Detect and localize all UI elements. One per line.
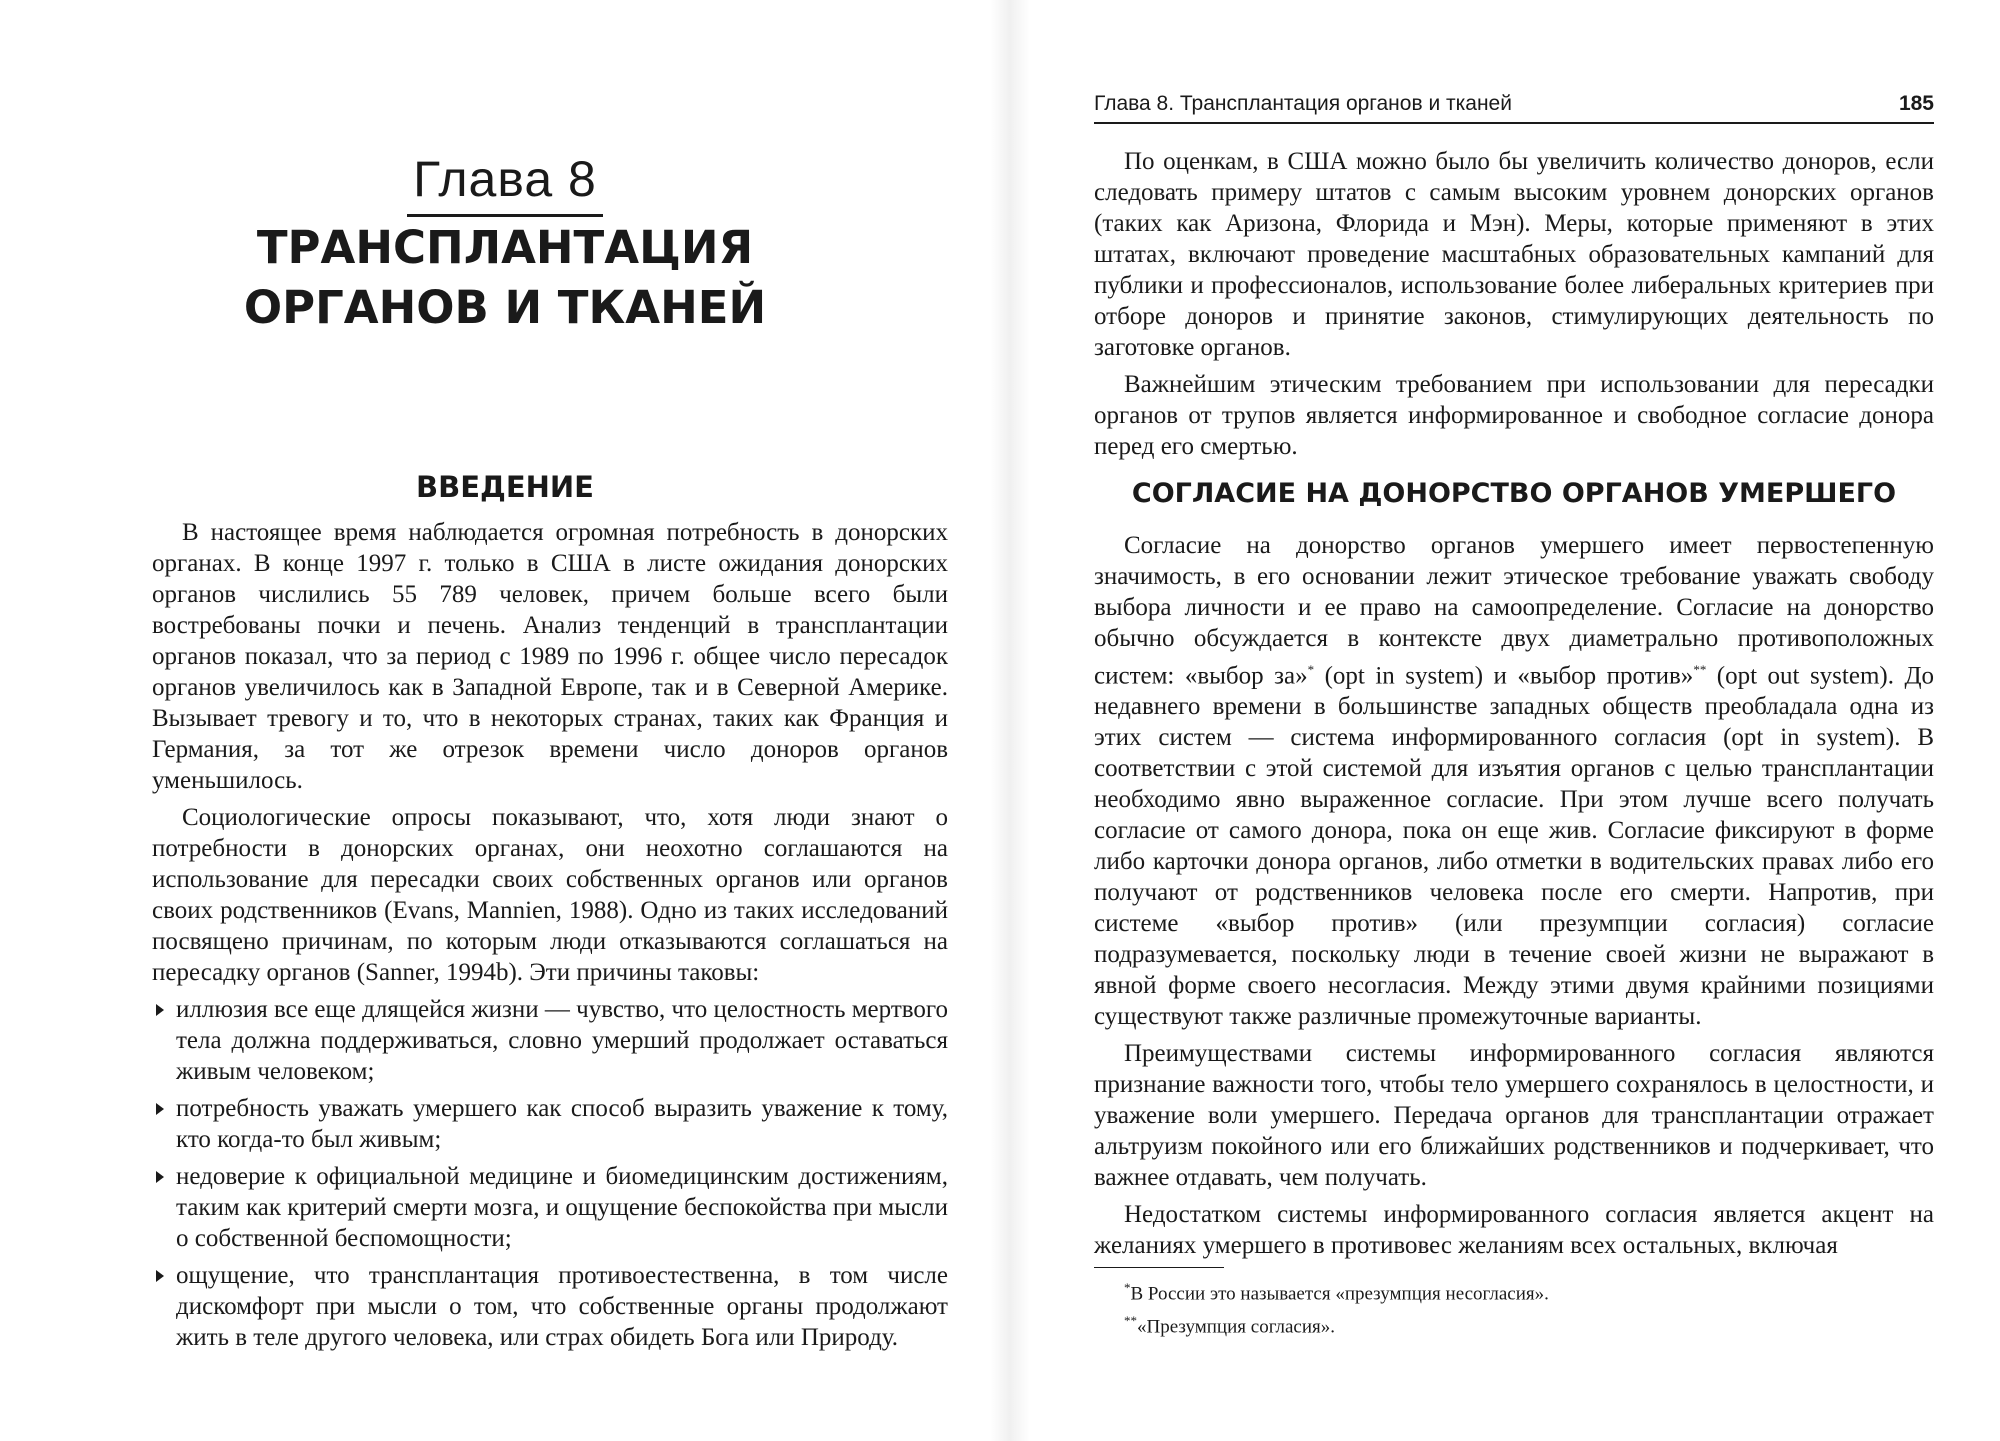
list-item: ощущение, что трансплантация противоестественна, в том числе дискомфорт при мысли о том, что собственные органы продолжают жить в теле другого человека, или страх обидеть Бога или Природу. — [152, 1260, 948, 1353]
footnotes — [1094, 1274, 1934, 1341]
left-body-text — [152, 517, 948, 1359]
chapter-title-line: ОРГАНОВ И ТКАНЕЙ — [243, 281, 767, 334]
triangle-bullet-icon — [156, 1270, 164, 1282]
paragraph: Преимуществами системы информированного согласия являются признание важности того, чтобы тело умершего сохранялось в целостности, и уважение воли умершего. Передача органов для трансплантации отражает альтруизм покойного или его ближайших родственников и подчеркивает, что важнее отдавать, чем получать. — [1094, 1040, 1934, 1192]
paragraph: Согласие на донорство органов умершего имеет первостепенную значимость, в его основании лежит этическое требование уважать свободу выбора личности и ее право на самоопределение. Согласие на донорство обычно обсуждается в контексте двух диаметрально противоположных систем: «выбор за»* (opt in system) и «выбор против»** (opt out system). До недавнего времени в большинстве западных обществ преобладала одна из этих систем — система информированного согласия (opt in system). В соответствии с этой системой для изъятия органов с целью трансплантации необходимо явно выраженное согласие. При этом лучше всего получать согласие от самого донора, пока он еще жив. Согласие фиксируют в форме либо карточки донора органов, либо отметки в водительских правах либо его получают от родственников человека после его смерти. Напротив, при системе «выбор против» (или презумпции согласия) согласие подразумевается, поскольку люди в течение своей жизни не выражают в явной форме своего несогласия. Между этими двумя крайними позициями существуют также различные промежуточные варианты. — [1094, 532, 1934, 1031]
chapter-title-line: ТРАНСПЛАНТАЦИЯ — [256, 221, 754, 274]
chapter-title — [0, 218, 1010, 338]
running-head — [1094, 92, 1934, 124]
paragraph: В настоящее время наблюдается огромная потребность в донорских органах. В конце 1997 г. только в США в листе ожидания донорских органов числились 55 789 человек, причем больше всего были востребованы почки и печень. Анализ тенденций в трансплантации органов показал, что за период с 1989 по 1996 г. общее число пересадок органов увеличилось как в Западной Европе, так и в Северной Америке. Вызывает тревогу и то, что в некоторых странах, таких как Франция и Германия, за тот же отрезок времени число доноров органов уменьшилось. — [152, 519, 948, 794]
footnote: **«Презумпция согласия». — [1124, 1313, 1336, 1338]
list-item: недоверие к официальной медицине и биомедицинским достижениям, таким как критерий смерти мозга, и ощущение беспокойства при мысли о собственной беспомощности; — [152, 1161, 948, 1254]
paragraph: Социологические опросы показывают, что, хотя люди знают о потребности в донорских органах, они неохотно соглашаются на использование для пересадки своих собственных органов или органов своих родственников (Evans, Mannien, 1988). Одно из таких исследований посвящено причинам, по которым люди отказываются соглашаться на пересадку органов (Sanner, 1994b). Эти причины таковы: — [152, 804, 948, 986]
right-body-top — [1094, 146, 1934, 468]
footnote-divider — [1094, 1267, 1224, 1268]
reasons-list — [152, 994, 948, 1353]
footnote-marker: * — [1307, 662, 1315, 677]
triangle-bullet-icon — [156, 1171, 164, 1183]
footnote-marker: ** — [1693, 662, 1707, 677]
page-number: 185 — [1898, 92, 1934, 115]
list-item: иллюзия все еще длящейся жизни — чувство, что целостность мертвого тела должна поддерживаться, словно умерший продолжает оставаться живым человеком; — [152, 994, 948, 1087]
running-head-title: Глава 8. Трансплантация органов и тканей — [1094, 92, 1512, 115]
triangle-bullet-icon — [156, 1004, 164, 1016]
paragraph: Недостатком системы информированного согласия является акцент на желаниях умершего в противовес желаниям всех остальных, включая — [1094, 1201, 1934, 1260]
right-page — [1010, 0, 2000, 1441]
right-body-main — [1094, 530, 1934, 1267]
section-heading-consent: СОГЛАСИЕ НА ДОНОРСТВО ОРГАНОВ УМЕРШЕГО — [1131, 478, 1897, 509]
list-item: потребность уважать умершего как способ выразить уважение к тому, кто когда-то был живым; — [152, 1093, 948, 1155]
footnote: *В России это называется «презумпция несогласия». — [1124, 1280, 1549, 1305]
triangle-bullet-icon — [156, 1103, 164, 1115]
paragraph: По оценкам, в США можно было бы увеличить количество доноров, если следовать примеру штатов с самым высоким уровнем донорских органов (таких как Аризона, Флорида и Мэн). Меры, которые применяют в этих штатах, включают проведение масштабных образовательных кампаний для публики и профессионалов, использование более либеральных критериев при отборе доноров и принятие законов, стимулирующих деятельность по заготовке органов. — [1094, 148, 1934, 361]
section-heading-introduction: ВВЕДЕНИЕ — [415, 470, 594, 504]
chapter-number: Глава 8 — [0, 150, 1010, 217]
paragraph: Важнейшим этическим требованием при использовании для пересадки органов от трупов является информированное и свободное согласие донора перед его смертью. — [1094, 371, 1934, 460]
